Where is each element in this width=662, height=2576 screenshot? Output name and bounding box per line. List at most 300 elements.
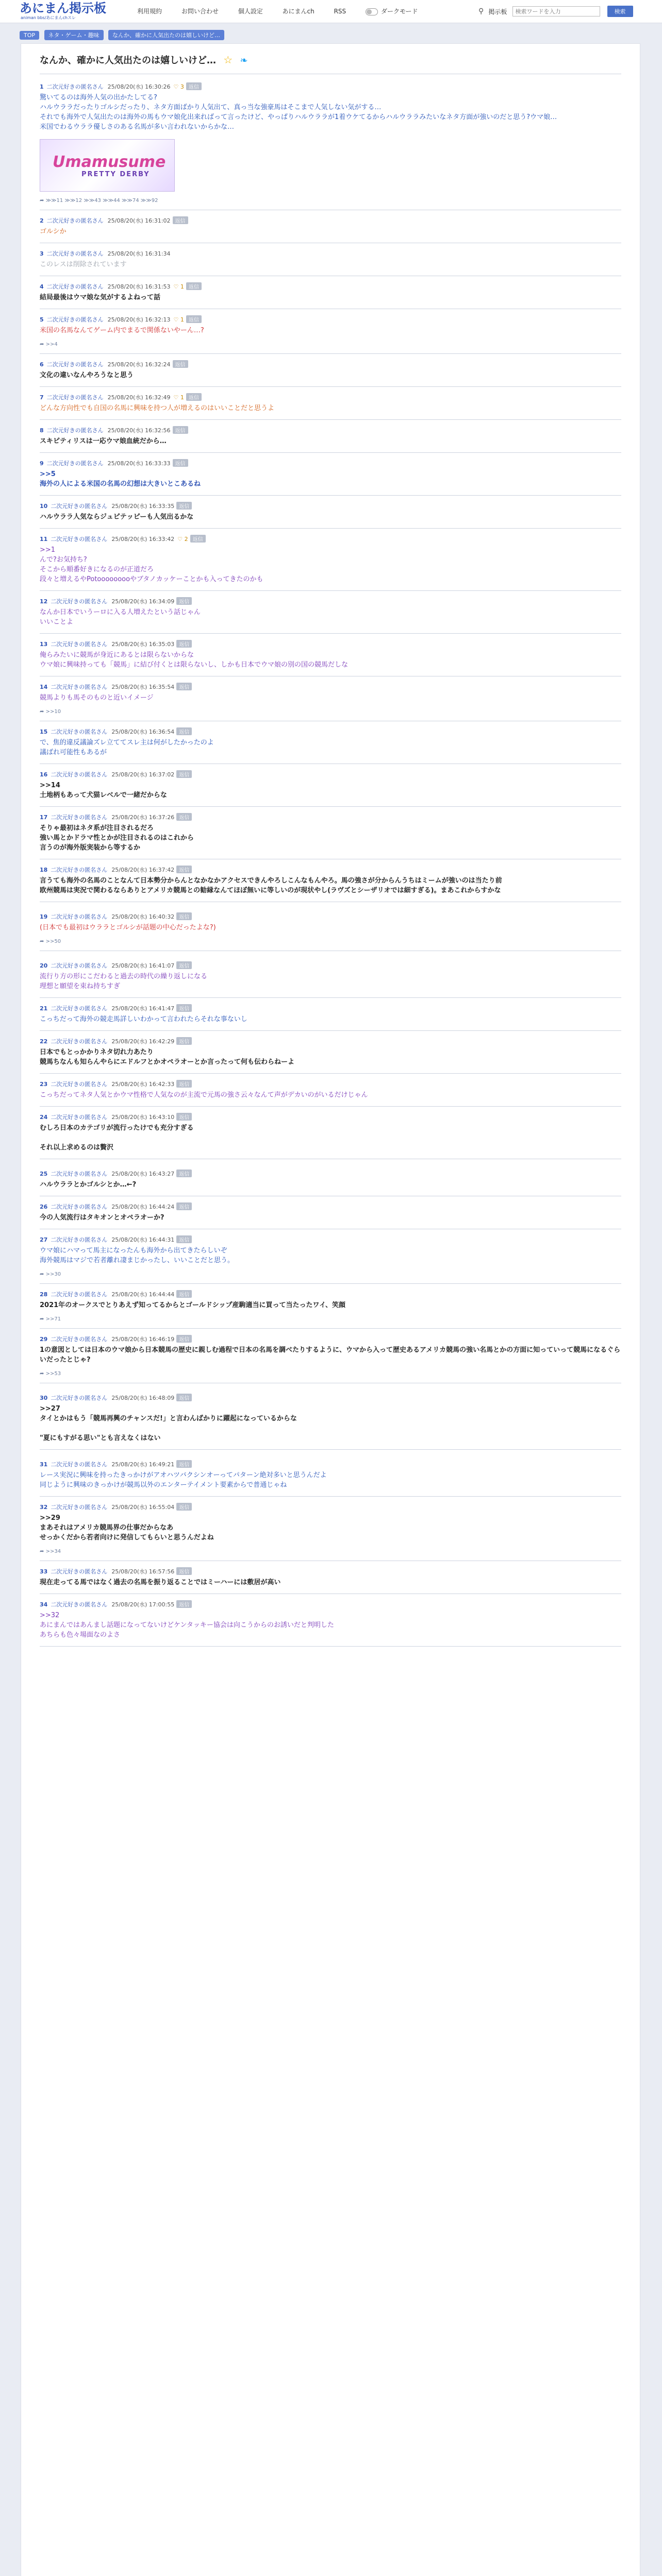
post-author: 二次元好きの匿名さん [46,83,104,90]
post-header [40,82,621,91]
post-author: 二次元好きの匿名さん [46,460,104,467]
post-body: むしろ日本のカテゴリが流行ったけでも充分すぎる それ以上求めるのは贅沢 [40,1124,194,1151]
post-number[interactable]: 3 [40,250,44,257]
post-number[interactable]: 25 [40,1171,48,1177]
post-reply-links-text: >>34 [45,1549,61,1554]
post-number[interactable]: 6 [40,361,44,368]
post-date: 25/08/20(水) 16:32:24 [107,361,171,368]
post-date: 25/08/20(水) 16:40:32 [111,913,175,920]
post-body: そりゃ最初はネタ系が注目されるだろ 強い馬とかドラマ性とかが注目されるのはこれから 言うのが海外版実装から等するか [40,824,194,852]
post-divider [40,806,621,807]
reply-arrow-icon: ➦ [40,1549,44,1554]
post-body: >>32 あにまんではあんまし話題になってないけどケンタッキー協会は向こうからのお誘いだと判明した あちらも色々場面なのよさ [40,1612,334,1639]
search-input[interactable] [512,6,600,16]
post-date: 25/08/20(水) 16:34:09 [111,598,175,605]
post-reply-links[interactable] [40,342,621,347]
reply-arrow-icon: ➦ [40,1371,44,1377]
post-date: 25/08/20(水) 16:31:02 [107,217,171,224]
post-date: 25/08/20(水) 16:55:04 [111,1504,175,1511]
post-divider [40,1449,621,1450]
post-number[interactable]: 27 [40,1236,48,1243]
post-body: なんか日本でいうーロに入る人増えたという話じゃん いいことよ [40,608,201,626]
reply-count-icon: ♡ [173,283,179,290]
post-date: 25/08/20(水) 16:35:54 [111,684,175,690]
post-number[interactable]: 17 [40,814,48,821]
post-number[interactable]: 26 [40,1204,48,1210]
post-author: 二次元好きの匿名さん [51,1568,108,1575]
post-author: 二次元好きの匿名さん [51,962,108,969]
post-author: 二次元好きの匿名さん [51,1204,108,1210]
post-header [40,459,621,467]
post-reply-links-text: >>50 [45,939,61,944]
post-number[interactable]: 18 [40,867,48,873]
post-body: 日本でもとっかかりネタ切れ力あたり 競馬ちなんも知らんやらにエドルフとかオペラオーとか言ったって何も伝わらねーよ [40,1048,295,1066]
post-item [21,502,640,529]
nav-settings[interactable]: 個人設定 [238,8,263,15]
post-body: 1の意図としては日本のウマ娘から日本競馬の歴史に親しむ過程で日本の名馬を調べたりするように、ウマから入って歴史あるアメリカ競馬の強い名馬とかの方面に知っていって競馬になるぐらいだったとじゃ? [40,1346,621,1364]
post-item [21,683,640,721]
post-author: 二次元好きの匿名さん [51,728,108,735]
post-divider [40,1646,621,1647]
reply-button[interactable]: 返信 [173,459,188,467]
reply-button[interactable]: 返信 [176,1004,192,1012]
post-number[interactable]: 13 [40,641,48,648]
post-number[interactable]: 8 [40,427,44,434]
post-item [21,1335,640,1383]
post-author: 二次元好きの匿名さん [51,1504,108,1511]
post-author: 二次元好きの匿名さん [46,361,104,368]
nav-animanch[interactable]: あにまんch [282,8,315,15]
reply-count-icon: ♡ [173,83,179,90]
reply-button[interactable]: 返信 [176,1567,192,1575]
post-author: 二次元好きの匿名さん [51,867,108,873]
post-author: 二次元好きの匿名さん [51,1171,108,1177]
post-body: 米国の名馬なんてゲーム内でまるで関係ないやーん…? [40,327,204,334]
post-reply-links[interactable] [40,1316,621,1322]
post-divider [40,353,621,354]
post-author: 二次元好きの匿名さん [51,503,108,510]
post-date: 25/08/20(水) 16:31:34 [107,250,171,257]
post-header [40,216,621,225]
post-divider [40,633,621,634]
post-header [40,1290,621,1298]
post-author: 二次元好きの匿名さん [51,1114,108,1121]
reply-count-value: 1 [180,283,184,290]
post-date: 25/08/20(水) 16:36:54 [111,728,175,735]
banner-title: Umamusume [53,153,166,171]
post-item [21,82,640,210]
post-author: 二次元好きの匿名さん [51,1236,108,1243]
post-reply-links[interactable] [40,1549,621,1554]
post-body: 驚いてるのは海外人気の出かたしてる? ハルウララだったりゴルシだったり、ネタ方面ばかり人気出て、真っ当な強豪馬はそこまで人気しない気がする… それでも海外で人気出たのは海外の馬もウマ娘化出来ればって言ったけど、やっぱりハルウララが1着ウケてるからハルウララみたいなネタ方面が強いのだと思う?ウマ娘… 米国でわるウララ優しさのある名馬が多い言われないからかな… [40,94,557,131]
post-date: 25/08/20(水) 16:48:09 [111,1395,175,1401]
reply-button[interactable]: 返信 [176,640,192,648]
post-divider [40,1496,621,1497]
post-number[interactable]: 14 [40,684,48,690]
post-body: こっちだって海外の競走馬詳しいわかって言われたらそれな事ないし [40,1015,247,1023]
post-date: 25/08/20(水) 16:35:03 [111,641,175,648]
post-item [21,1113,640,1159]
site-logo[interactable]: あにまん掲示板 [20,1,106,15]
reply-button[interactable]: 返信 [173,360,188,368]
post-item [21,597,640,634]
post-item [21,315,640,354]
post-header [40,393,621,401]
post-header [40,961,621,970]
post-divider [40,419,621,420]
post-number[interactable]: 5 [40,316,44,323]
post-header [40,1567,621,1575]
post-date: 25/08/20(水) 16:33:42 [111,536,175,543]
thread-title [40,53,640,66]
post-body: (日本でも最初はウララとゴルシが話題の中心だったよな?) [40,924,216,931]
post-header [40,1335,621,1343]
post-body: 現在走ってる馬ではなく過去の名馬を振り返ることではミーハーには敷居が高い [40,1579,281,1586]
post-body: ハルウララとかゴルシとか…←? [40,1181,137,1189]
post-body: 言うても海外の名馬のことなんて日本勢分からんとなかなかアクセスできんやろしこんなもんやろ。馬の強さが分からんうちはミームが強いのは当たり前 欧州競馬は実況で関わるならありとアメリカ競馬との勧縁なんてほぼ無いに等しいのが現状やし(ラヴズとシーザリオでは細すぎる)。まあこれからすかな [40,877,502,894]
reply-button[interactable]: 返信 [176,597,192,605]
reply-count-icon: ♡ [173,394,179,401]
reply-button[interactable]: 返信 [176,1113,192,1121]
post-header [40,360,621,368]
post-author: 二次元好きの匿名さん [51,1601,108,1608]
reply-count-value: 3 [180,83,184,90]
post-body: ハルウララ人気ならジュピテッピーも人気出るかな [40,513,194,521]
reply-button[interactable]: 返信 [176,1394,192,1401]
toggle-icon [366,8,378,15]
post-item [21,535,640,591]
post-number[interactable]: 4 [40,283,44,290]
post-body: 流行り方の形にこだわると過去の時代の繰り返しになる 理想と願望を束ね持ちすぎ [40,973,208,990]
post-author: 二次元好きの匿名さん [51,536,108,543]
post-number[interactable]: 28 [40,1291,48,1298]
post-header [40,1460,621,1468]
post-number[interactable]: 33 [40,1568,48,1575]
nav-rss[interactable]: RSS [334,8,346,15]
post-number[interactable]: 19 [40,913,48,920]
post-reply-links[interactable] [40,709,621,715]
reply-button[interactable]: 返信 [186,393,202,401]
dark-mode-toggle[interactable] [366,8,418,15]
post-item [21,426,640,453]
reply-button[interactable]: 返信 [176,1290,192,1298]
post-body: ゴルシか [40,228,67,235]
post-number[interactable]: 16 [40,771,48,778]
post-header [40,1600,621,1608]
post-number[interactable]: 20 [40,962,48,969]
post-item [21,393,640,420]
post-header [40,770,621,778]
post-number[interactable]: 15 [40,728,48,735]
post-author: 二次元好きの匿名さん [51,1005,108,1012]
post-date: 25/08/20(水) 16:43:27 [111,1171,175,1177]
post-author: 二次元好きの匿名さん [51,913,108,920]
reply-button[interactable]: 返信 [176,1235,192,1243]
post-author: 二次元好きの匿名さん [51,814,108,821]
post-item [21,1567,640,1594]
post-divider [40,1073,621,1074]
post-number[interactable]: 9 [40,460,44,467]
reply-button[interactable]: 返信 [176,1037,192,1045]
post-body: ウマ娘にハマって馬主になったんも海外から出てきたらしいぞ 海外競馬はマジで若者離れ凄まじかったし、いいことだと思う。 [40,1247,235,1264]
post-body: このレスは削除されています [40,261,127,268]
post-reply-links-text: >>30 [45,1272,61,1277]
post-number[interactable]: 32 [40,1504,48,1511]
post-divider [40,590,621,591]
reply-arrow-icon: ➦ [40,1316,44,1322]
reply-button[interactable]: 返信 [176,1335,192,1343]
thread-container [21,43,640,2576]
reply-button[interactable]: 返信 [173,426,188,434]
post-header [40,1037,621,1045]
post-number[interactable]: 24 [40,1114,48,1121]
post-item [21,1235,640,1284]
reply-button[interactable]: 返信 [176,1600,192,1608]
op-reply-links[interactable] [40,198,621,204]
reply-button[interactable]: 返信 [186,315,202,323]
post-date: 25/08/20(水) 17:00:55 [111,1601,175,1608]
post-header [40,1235,621,1244]
reply-button[interactable]: 返信 [176,813,192,821]
post-body: >>29 まあそれはアメリカ競馬界の仕事だからなあ せっかくだから若者向けに発信してもらいと思うんだよね [40,1514,214,1541]
post-header [40,1113,621,1121]
breadcrumb-category[interactable]: ネタ・ゲーム・趣味 [44,30,104,40]
reply-count[interactable] [174,283,184,290]
post-item [21,1202,640,1229]
post-item [21,459,640,496]
post-date: 25/08/20(水) 16:44:44 [111,1291,175,1298]
post-author: 二次元好きの匿名さん [46,316,104,323]
reply-button[interactable]: 返信 [173,216,188,224]
post-item [21,770,640,807]
post-date: 25/08/20(水) 16:43:10 [111,1114,175,1121]
post-number[interactable]: 29 [40,1336,48,1343]
post-divider [40,452,621,453]
post-divider [40,1106,621,1107]
post-header [40,727,621,736]
post-body: 文化の違いなんやろうなと思う [40,371,134,379]
post-author: 二次元好きの匿名さん [46,283,104,290]
reply-button[interactable]: 返信 [176,1503,192,1511]
post-author: 二次元好きの匿名さん [46,427,104,434]
post-item [21,1290,640,1329]
post-divider [40,495,621,496]
post-author: 二次元好きの匿名さん [51,771,108,778]
post-reply-links[interactable] [40,1272,621,1277]
post-number[interactable]: 21 [40,1005,48,1012]
post-number[interactable]: 30 [40,1395,48,1401]
reply-button[interactable]: 返信 [176,1460,192,1468]
post-reply-links-text: >>71 [45,1316,61,1322]
post-body: 今の人気流行はタキオンとオペラオーか? [40,1214,164,1222]
post-header [40,597,621,605]
post-body: >>14 土地柄もあって犬猫レベルで一緒だからな [40,782,167,799]
post-header [40,282,621,291]
reply-count[interactable] [174,316,184,323]
post-author: 二次元好きの匿名さん [51,1291,108,1298]
post-divider [40,1328,621,1329]
post-number[interactable]: 1 [40,83,44,90]
star-icon[interactable]: ☆ [223,54,233,66]
post-item [21,866,640,902]
reply-button[interactable]: 返信 [176,770,192,778]
post-body: 競馬よりも馬そのものと近いイメージ [40,694,154,702]
post-number[interactable]: 10 [40,503,48,510]
post-number[interactable]: 31 [40,1461,48,1468]
post-author: 二次元好きの匿名さん [51,684,108,690]
post-divider [40,1030,621,1031]
twitter-icon[interactable]: ❧ [240,55,248,66]
post-item [21,813,640,859]
reply-button[interactable]: 返信 [176,1080,192,1088]
reply-count[interactable] [174,394,184,401]
post-item [21,282,640,309]
post-item [21,961,640,998]
post-item [21,1503,640,1561]
post-body: 俺らみたいに競馬が身近にあるとは限らないからな ウマ娘に興味持っても「競馬」に結び付くとは限らないし、しかも日本でウマ娘の別の国の競馬だしな [40,651,349,669]
reply-count-value: 1 [180,316,184,323]
reply-button[interactable]: 返信 [176,866,192,873]
post-date: 25/08/20(水) 16:44:31 [111,1236,175,1243]
post-date: 25/08/20(水) 16:32:49 [107,394,171,401]
reply-count-value: 1 [180,394,184,401]
reply-arrow-icon: ➦ [40,342,44,347]
post-divider [40,997,621,998]
header-nav [137,7,436,15]
post-body: こっちだってネタ人気とかウマ性格で人気なのが主流で元馬の強さ云々なんて声がデカいのがいるだけじゃん [40,1091,368,1099]
reply-count[interactable] [174,83,184,90]
post-header [40,535,621,543]
search-area [478,6,633,17]
post-number[interactable]: 22 [40,1038,48,1045]
post-header [40,426,621,434]
post-body: スキピティリスは一応ウマ娘血統だから… [40,437,167,445]
post-header [40,866,621,874]
post-number[interactable]: 12 [40,598,48,605]
umamusume-banner-image[interactable] [40,139,175,192]
post-item [21,249,640,276]
post-author: 二次元好きの匿名さん [51,1081,108,1088]
breadcrumb [20,30,227,40]
post-number[interactable]: 2 [40,217,44,224]
post-body: >>1 んで?お気持ち? そこから順番好きになるのが正道だろ 段々と増えるやPotooooooooやブタノカッケーことかも入ってきたのかも [40,546,263,583]
reply-button[interactable]: 返信 [186,82,202,90]
post-header [40,1202,621,1211]
reply-arrow-icon: ➦ [40,198,44,204]
post-item [21,1004,640,1031]
post-item [21,216,640,243]
breadcrumb-top[interactable]: TOP [20,31,39,40]
post-item [21,1080,640,1107]
post-divider [40,528,621,529]
post-item [21,1460,640,1497]
nav-contact[interactable]: お問い合わせ [181,8,219,15]
reply-count-icon: ♡ [177,536,183,543]
post-date: 25/08/20(水) 16:33:33 [107,460,171,467]
post-reply-links[interactable] [40,939,621,944]
post-number[interactable]: 7 [40,394,44,401]
post-date: 25/08/20(水) 16:32:56 [107,427,171,434]
reply-button[interactable]: 返信 [176,683,192,690]
post-body: >>5 海外の人による米国の名馬の幻想は大きいとこあるね [40,470,201,488]
post-date: 25/08/20(水) 16:32:13 [107,316,171,323]
breadcrumb-thread[interactable]: なんか、確かに人気出たのは嬉しいけど… [108,30,224,40]
post-header [40,1170,621,1178]
reply-button[interactable]: 返信 [176,961,192,969]
post-body: レース実況に興味を持ったきっかけがアオハツバクシンオーってパターン絶対多いと思うんだよ 同じように興味のきっかけが競馬以外のエンターテイメント要素からで普通じゃね [40,1471,327,1489]
post-item [21,1037,640,1074]
reply-button[interactable]: 返信 [186,282,202,290]
post-date: 25/08/20(水) 16:37:02 [111,771,175,778]
post-author: 二次元好きの匿名さん [46,394,104,401]
post-item [21,1600,640,1647]
reply-button[interactable]: 返信 [190,535,206,543]
search-scope-label[interactable]: 掲示板 [488,8,507,15]
post-body: 2021年のオークスでとりあえず知ってるからとゴールドシップ産駒適当に買って当たったワイ、笑顔 [40,1301,345,1309]
post-date: 25/08/20(水) 16:42:33 [111,1081,175,1088]
op-reply-links-text: ≫≫11 ≫≫12 ≫≫43 ≫≫44 ≫≫74 ≫≫92 [45,198,158,204]
post-item [21,727,640,764]
post-number[interactable]: 34 [40,1601,48,1608]
thread-title-text: なんか、確かに人気出たのは嬉しいけど… [40,55,216,66]
post-list [21,82,640,1647]
reply-button[interactable]: 返信 [176,1170,192,1177]
reply-arrow-icon: ➦ [40,939,44,944]
post-author: 二次元好きの匿名さん [51,1395,108,1401]
reply-button[interactable]: 返信 [176,1202,192,1210]
post-body: >>27 タイとかはもう「競馬再興のチャンスだ!」と言わんばかりに躍起になっているからな "夏にもすがる思い"とも言えなくはない [40,1405,297,1442]
post-header [40,1503,621,1511]
post-header [40,813,621,821]
post-divider [40,386,621,387]
post-reply-links-text: >>53 [45,1371,61,1377]
nav-terms[interactable]: 利用規約 [137,8,162,15]
search-button[interactable]: 検索 [607,6,633,17]
reply-arrow-icon: ➦ [40,1272,44,1277]
post-item [21,912,640,951]
post-item [21,360,640,387]
post-body: 結局最後はウマ娘な気がするよねって話 [40,294,161,301]
post-author: 二次元好きの匿名さん [51,1461,108,1468]
reply-count-value: 2 [184,536,188,543]
post-date: 25/08/20(水) 16:49:21 [111,1461,175,1468]
site-logo-sub: animan bbs/あにまんchスレ [21,15,76,20]
reply-button[interactable]: 返信 [176,912,192,920]
post-item [21,1394,640,1450]
site-header [0,0,662,23]
post-header [40,502,621,510]
post-reply-links-text: >>4 [45,342,58,347]
post-date: 25/08/20(水) 16:37:26 [111,814,175,821]
reply-button[interactable]: 返信 [176,502,192,510]
reply-count[interactable] [177,536,188,543]
post-number[interactable]: 23 [40,1081,48,1088]
post-item [21,640,640,676]
post-author: 二次元好きの匿名さん [51,598,108,605]
post-date: 25/08/20(水) 16:42:29 [111,1038,175,1045]
banner-subtitle: PRETTY DERBY [81,171,150,178]
dark-mode-label: ダークモード [380,8,418,15]
reply-button[interactable]: 返信 [176,727,192,735]
post-reply-links[interactable] [40,1371,621,1377]
post-body: で、焦的違反議論ズレ立ててスレ主は何がしたかったのよ 議ばれ可能性もあるが [40,739,214,756]
post-date: 25/08/20(水) 16:37:42 [111,867,175,873]
post-date: 25/08/20(水) 16:31:53 [107,283,171,290]
reply-count-icon: ♡ [173,316,179,323]
post-number[interactable]: 11 [40,536,48,543]
reply-arrow-icon: ➦ [40,709,44,715]
post-author: 二次元好きの匿名さん [51,1038,108,1045]
